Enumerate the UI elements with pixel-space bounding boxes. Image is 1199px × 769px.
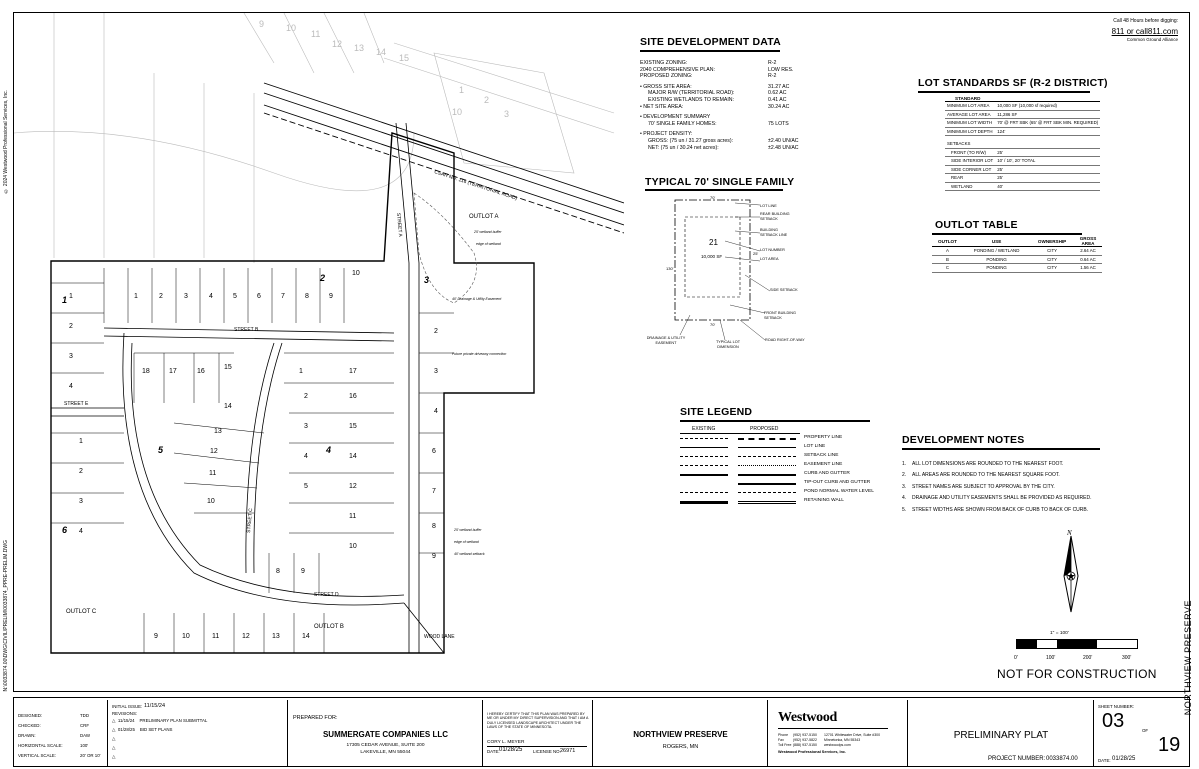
project-name: NORTHVIEW PRESERVE [633, 730, 728, 739]
svg-text:2: 2 [320, 273, 326, 283]
svg-text:4: 4 [209, 293, 213, 300]
sheet-number: 03 [1102, 710, 1125, 732]
firm-phone: (952) 937-5150 [793, 733, 817, 737]
typical-lot-top-dim: 70' [710, 195, 716, 200]
tb-cert-cell [483, 700, 593, 766]
scale-bar [1016, 639, 1138, 649]
dig-notice-line2: 811 or call811.com [1111, 27, 1178, 36]
copyright-note: © 2024 Westwood Professional Services, Inc. [3, 90, 9, 194]
not-for-construction: NOT FOR CONSTRUCTION [997, 667, 1157, 681]
sdd-row: NET: (75 un / 30.24 net acres): ±2.48 UN/AC [648, 144, 799, 151]
scale-label: 1" = 100' [1050, 631, 1069, 636]
svg-text:3: 3 [69, 353, 73, 360]
lot-standards-table [945, 96, 1100, 191]
sdd-row: EXISTING ZONING: R-2 [640, 60, 777, 66]
firm-logo: Westwood [778, 710, 838, 725]
table-row: A PONDING / WETLAND CITY 2.64 AC [932, 247, 1102, 256]
svg-text:14: 14 [302, 633, 310, 640]
svg-text:10: 10 [349, 543, 357, 550]
dig-notice-line3: Common Ground Alliance [1126, 37, 1178, 42]
certification-text: I HEREBY CERTIFY THAT THIS PLAN WAS PREPARED BY ME OR UNDER MY DIRECT SUPERVISION AND THAT I AM A DULY LICENSED LANDSCAPE ARCHITECT UNDER THE LAWS OF THE STATE OF MINNESOTA. [487, 712, 589, 729]
sdd-row: EXISTING WETLANDS TO REMAIN: 0.41 AC [648, 96, 787, 103]
svg-text:8: 8 [305, 293, 309, 300]
tb-firm-cell [768, 700, 908, 766]
firm-website: westwoodps.com [824, 743, 851, 747]
svg-text:OUTLOT A: OUTLOT A [469, 214, 499, 220]
lot-standards-title: LOT STANDARDS SF (R-2 DISTRICT) [918, 77, 1108, 89]
svg-text:3: 3 [424, 275, 430, 285]
svg-text:18: 18 [142, 368, 150, 375]
svg-text:10: 10 [286, 23, 297, 33]
svg-text:5: 5 [233, 293, 237, 300]
sdd-row: GROSS: (75 un / 31.27 gross acres): ±2.40 UN/AC [648, 137, 799, 144]
typical-lot-callout: TYPICAL LOT DIMENSION [715, 340, 741, 349]
revision-row: △ 11/15/24 PRELIMINARY PLAN SUBMITTAL [112, 718, 208, 723]
table-row: FRONT (TO R/W) 25' [945, 148, 1100, 157]
dig-notice-line1: Call 48 Hours before digging: [1113, 18, 1178, 24]
svg-text:5: 5 [304, 483, 308, 490]
svg-text:14: 14 [349, 453, 357, 460]
svg-text:N: N [1067, 529, 1072, 537]
svg-text:13: 13 [272, 633, 280, 640]
sdd-row: PROPOSED ZONING: R-2 [640, 73, 777, 80]
svg-text:1: 1 [459, 85, 465, 95]
table-row: MINIMUM LOT AREA 10,000 SF (10,000 sf required) [945, 102, 1100, 111]
revisions-label: REVISIONS: [112, 711, 138, 716]
project-number: 0033874.00 [1046, 756, 1078, 762]
designed-value: TDD [80, 713, 90, 718]
signer-name: CORY L. MEYER [487, 740, 525, 745]
svg-text:3: 3 [304, 423, 308, 430]
outlot-table-rule [932, 233, 1082, 235]
legend-row: EASEMENT LINE [680, 462, 880, 469]
svg-text:15: 15 [224, 364, 232, 371]
drawn-label: DRAWN: [18, 733, 36, 738]
site-plan [14, 13, 624, 691]
svg-text:4: 4 [304, 453, 308, 460]
site-development-title: SITE DEVELOPMENT DATA [640, 36, 781, 48]
road-label: CSAH NO. 116 (TERRITORIAL ROAD) [433, 169, 518, 202]
revision-row-empty: △ [112, 754, 116, 759]
svg-text:1: 1 [69, 293, 73, 300]
svg-text:8: 8 [432, 523, 436, 530]
outlot-header: GROSS AREA [1074, 236, 1102, 247]
typical-lot-callout: ROAD RIGHT-OF-WAY [765, 338, 805, 342]
outlot-header: USE [963, 236, 1030, 247]
firm-address-1: 12701 Whitewater Drive, Suite #300 [824, 733, 881, 737]
typical-lot-callout: SIDE SETBACK [770, 288, 798, 292]
svg-text:2: 2 [484, 95, 490, 105]
sdd-row: • PROJECT DENSITY: [640, 131, 693, 138]
svg-text:14: 14 [376, 47, 387, 57]
svg-text:3: 3 [184, 293, 188, 300]
firm-tollfree-label: Toll Free [778, 743, 792, 747]
legend-row: POND NORMAL WATER LEVEL [680, 489, 880, 496]
svg-text:1: 1 [62, 295, 68, 305]
sdd-row: • NET SITE AREA: 30.24 AC [640, 103, 790, 110]
svg-text:10: 10 [352, 270, 360, 277]
client-name: SUMMERGATE COMPANIES LLC [322, 730, 449, 739]
initial-issue-label: INITIAL ISSUE: [112, 704, 143, 709]
svg-text:11: 11 [349, 513, 357, 520]
svg-text:STREET D: STREET D [314, 592, 339, 598]
svg-text:2: 2 [434, 328, 438, 335]
license-label: LICENSE NO. [533, 749, 561, 754]
svg-text:4: 4 [326, 445, 332, 455]
svg-text:9: 9 [301, 568, 305, 575]
table-row: SIDE INTERIOR LOT 10' / 10', 20' TOTAL [945, 157, 1100, 166]
svg-text:7: 7 [432, 488, 436, 495]
sign-date: 01/28/25 [499, 747, 523, 753]
svg-text:2: 2 [69, 323, 73, 330]
table-row: SETBACKS [945, 136, 1100, 149]
revision-row-empty: △ [112, 736, 116, 741]
typical-lot-callout: FRONT BUILDING SETBACK [764, 311, 796, 320]
svg-text:17: 17 [349, 368, 357, 375]
legend-header-rule [680, 433, 800, 434]
prepared-for-label: PREPARED FOR: [293, 715, 338, 721]
development-note: 1. ALL LOT DIMENSIONS ARE ROUNDED TO THE NEAREST FOOT. [902, 461, 1064, 467]
development-note: 2. ALL AREAS ARE ROUNDED TO THE NEAREST SQUARE FOOT. [902, 472, 1060, 478]
svg-text:1: 1 [79, 438, 83, 445]
svg-text:10: 10 [452, 107, 463, 117]
revision-row-empty: △ [112, 745, 116, 750]
table-row: MINIMUM LOT WIDTH 70' @ FRT SBK (65' @ FRT SBK MIN. REQUIRED) [947, 120, 1099, 126]
svg-text:40' Drainage & Utility Easemen: 40' Drainage & Utility Easement [452, 297, 502, 301]
svg-text:13: 13 [214, 428, 222, 435]
firm-fax: (952) 937-5822 [793, 738, 817, 742]
svg-text:9: 9 [154, 633, 158, 640]
svg-text:10: 10 [182, 633, 190, 640]
typical-lot-area: 10,000 SF [701, 254, 723, 259]
svg-text:40' wetland setback: 40' wetland setback [454, 552, 485, 556]
typical-lot-side-dim: 130' [666, 266, 674, 271]
svg-text:WOOD LANE: WOOD LANE [424, 634, 455, 640]
typical-lot-number: 21 [709, 238, 718, 247]
tb-revisions-cell [108, 700, 288, 766]
outlot-header: OWNERSHIP [1030, 236, 1074, 247]
typical-lot-front-dim: 70' [710, 322, 716, 327]
sdd-row: • GROSS SITE AREA: 31.27 AC [640, 83, 790, 90]
svg-text:2: 2 [159, 293, 163, 300]
typical-lot-title: TYPICAL 70' SINGLE FAMILY [645, 176, 795, 188]
file-path: N:\0033874.00\DWG\CIVIL\PRELIM\0033874_PPRE-PRELIM.DWG [3, 540, 9, 692]
legend-row: RETAINING WALL [680, 498, 880, 505]
license-number: 26971 [560, 748, 576, 754]
svg-text:10: 10 [207, 498, 215, 505]
lot-standards-rule [918, 91, 1090, 93]
svg-text:15: 15 [399, 53, 410, 63]
tb-client-cell [288, 700, 483, 766]
svg-text:5: 5 [158, 445, 164, 455]
vscale-label: VERTICAL SCALE: [18, 753, 57, 758]
svg-text:9: 9 [259, 19, 265, 29]
north-arrow-icon [1058, 528, 1084, 614]
typical-lot-rule [645, 189, 783, 191]
sheet-number-label: SHEET NUMBER: [1098, 704, 1135, 709]
sign-date-label: DATE: [487, 749, 500, 754]
site-development-table [640, 60, 800, 151]
designed-label: DESIGNED: [18, 713, 43, 718]
sheet-title: PRELIMINARY PLAT [953, 730, 1049, 741]
development-note: 3. STREET NAMES ARE SUBJECT TO APPROVAL BY THE CITY. [902, 484, 1055, 490]
svg-text:1: 1 [134, 293, 138, 300]
scale-tick: 200' [1083, 655, 1093, 661]
svg-text:6: 6 [257, 293, 261, 300]
scale-tick: 100' [1046, 655, 1056, 661]
checked-value: CRF [80, 723, 90, 728]
svg-text:16: 16 [197, 368, 205, 375]
development-notes-title: DEVELOPMENT NOTES [902, 434, 1025, 446]
svg-text:25' wetland buffer: 25' wetland buffer [474, 230, 502, 234]
firm-address-2: Minnetonka, MN 55343 [824, 738, 861, 742]
svg-text:6: 6 [62, 525, 68, 535]
svg-text:12: 12 [242, 633, 250, 640]
svg-text:4: 4 [69, 383, 73, 390]
table-row: B PONDING CITY 0.64 AC [932, 255, 1102, 264]
site-development-rule [640, 50, 780, 52]
drawn-value: DAW [80, 733, 91, 738]
site-legend-title: SITE LEGEND [680, 406, 753, 418]
sheet-date: 01/28/25 [1112, 756, 1136, 762]
firm-tollfree: (888) 937-5150 [793, 743, 817, 747]
svg-text:14: 14 [224, 403, 232, 410]
tb-sheet-number-cell [1094, 700, 1190, 766]
tb-sheet-title-cell [908, 700, 1094, 766]
table-row: SIDE CORNER LOT 25' [945, 165, 1100, 174]
outlot-header: OUTLOT [932, 236, 963, 247]
svg-text:3: 3 [79, 498, 83, 505]
svg-text:13: 13 [354, 43, 365, 53]
svg-text:25' wetland buffer: 25' wetland buffer [454, 528, 482, 532]
vertical-project-title: NORTHVIEW PRESERVE [1183, 600, 1193, 716]
svg-text:11: 11 [209, 470, 217, 477]
project-location: ROGERS, MN [662, 744, 699, 750]
svg-text:12: 12 [332, 39, 343, 49]
sdd-row: MAJOR R/W (TERRITORIAL ROAD): 0.62 AC [648, 90, 787, 97]
site-legend-rule [680, 420, 870, 422]
development-note: 5. STREET WIDTHS ARE SHOWN FROM BACK OF CURB TO BACK OF CURB. [902, 507, 1089, 513]
project-number-label: PROJECT NUMBER: [988, 756, 1046, 762]
legend-proposed-header: PROPOSED [750, 426, 779, 432]
client-address-2: LAKEVILLE, MN 55044 [360, 750, 411, 755]
firm-fax-label: Fax [778, 738, 784, 742]
svg-text:3: 3 [504, 109, 510, 119]
vscale-value: 20' OR 10' [80, 753, 101, 758]
svg-text:4: 4 [79, 528, 83, 535]
typical-lot-callout: LOT NUMBER [760, 248, 785, 252]
svg-text:3: 3 [434, 368, 438, 375]
svg-text:11: 11 [311, 29, 321, 39]
legend-existing-header: EXISTING [692, 426, 716, 432]
svg-text:edge of wetland: edge of wetland [476, 242, 501, 246]
firm-phone-label: Phone [778, 733, 789, 737]
legend-row: PROPERTY LINE [680, 435, 880, 442]
lot-standards-header: STANDARD [945, 96, 1100, 102]
table-row: C PONDING CITY 1.56 AC [932, 264, 1102, 273]
svg-text:8: 8 [276, 568, 280, 575]
typical-lot-callout: BUILDING SETBACK LINE [760, 228, 788, 237]
scale-tick: 300' [1122, 655, 1132, 661]
tb-design-cell [13, 700, 108, 766]
svg-text:17: 17 [169, 368, 177, 375]
revision-row: △ 01/28/25 BID SET PLANS [112, 727, 173, 732]
svg-text:12: 12 [349, 483, 357, 490]
sheet-of-label: OF [1142, 728, 1149, 733]
svg-text:2: 2 [304, 393, 308, 400]
legend-row: SETBACK LINE [680, 453, 880, 460]
svg-text:edge of wetland: edge of wetland [454, 540, 479, 544]
svg-text:STREET A: STREET A [395, 212, 404, 238]
svg-text:STREET B: STREET B [234, 327, 259, 333]
initial-issue-value: 11/15/24 [144, 703, 166, 709]
sheet-total: 19 [1158, 734, 1181, 756]
svg-text:11: 11 [212, 633, 220, 640]
svg-text:6: 6 [432, 448, 436, 455]
svg-text:STREET C: STREET C [246, 508, 255, 534]
firm-full-name: Westwood Professional Services, Inc. [778, 750, 847, 754]
svg-text:12: 12 [210, 448, 218, 455]
development-notes-rule [902, 448, 1100, 450]
svg-text:7: 7 [281, 293, 285, 300]
typical-lot-callout: REAR BUILDING SETBACK [760, 212, 790, 221]
client-address-1: 17305 CEDAR AVENUE, SUITE 200 [346, 743, 425, 748]
svg-text:9: 9 [432, 553, 436, 560]
hscale-value: 100' [80, 743, 89, 748]
svg-text:Future private driveway connec: Future private driveway connection [452, 352, 507, 356]
svg-text:9: 9 [329, 293, 333, 300]
date-label: DATE: [1098, 758, 1111, 763]
svg-text:2: 2 [79, 468, 83, 475]
legend-row: TIP-OUT CURB AND GUTTER [680, 480, 880, 487]
svg-text:16: 16 [349, 393, 357, 400]
svg-text:4: 4 [434, 408, 438, 415]
sdd-row: • DEVELOPMENT SUMMARY [640, 114, 711, 121]
scale-tick: 0' [1014, 655, 1018, 661]
outlot-table [932, 236, 1102, 273]
checked-label: CHECKED: [18, 723, 41, 728]
sdd-row: 70' SINGLE FAMILY HOMES: 75 LOTS [648, 120, 789, 127]
typical-lot-callout: DRAINAGE & UTILITY EASEMENT [646, 336, 686, 345]
svg-text:STREET E: STREET E [64, 401, 89, 407]
sdd-row: 2040 COMPREHENSIVE PLAN: LOW RES. [640, 66, 794, 73]
outlot-table-title: OUTLOT TABLE [935, 219, 1018, 231]
table-row: WETLAND 40' [945, 182, 1100, 191]
table-row: AVERAGE LOT AREA 11,286 SF [945, 110, 1100, 119]
hscale-label: HORIZONTAL SCALE: [18, 743, 63, 748]
development-note: 4. DRAINAGE AND UTILITY EASEMENTS SHALL BE PROVIDED AS REQUIRED. [902, 495, 1092, 501]
table-row: MINIMUM LOT DEPTH 124' [945, 127, 1100, 136]
legend-row: CURB AND GUTTER [680, 471, 880, 478]
tb-project-cell [593, 700, 768, 766]
svg-text:OUTLOT B: OUTLOT B [314, 624, 344, 630]
svg-text:1: 1 [299, 368, 303, 375]
svg-text:OUTLOT C: OUTLOT C [66, 609, 97, 615]
table-row: REAR 25' [945, 174, 1100, 183]
typical-lot-rear-dim: 25' [753, 251, 759, 256]
typical-lot-callout: LOT AREA [760, 257, 779, 261]
legend-row: LOT LINE [680, 444, 880, 451]
svg-text:15: 15 [349, 423, 357, 430]
typical-lot-callout: LOT LINE [760, 204, 777, 208]
